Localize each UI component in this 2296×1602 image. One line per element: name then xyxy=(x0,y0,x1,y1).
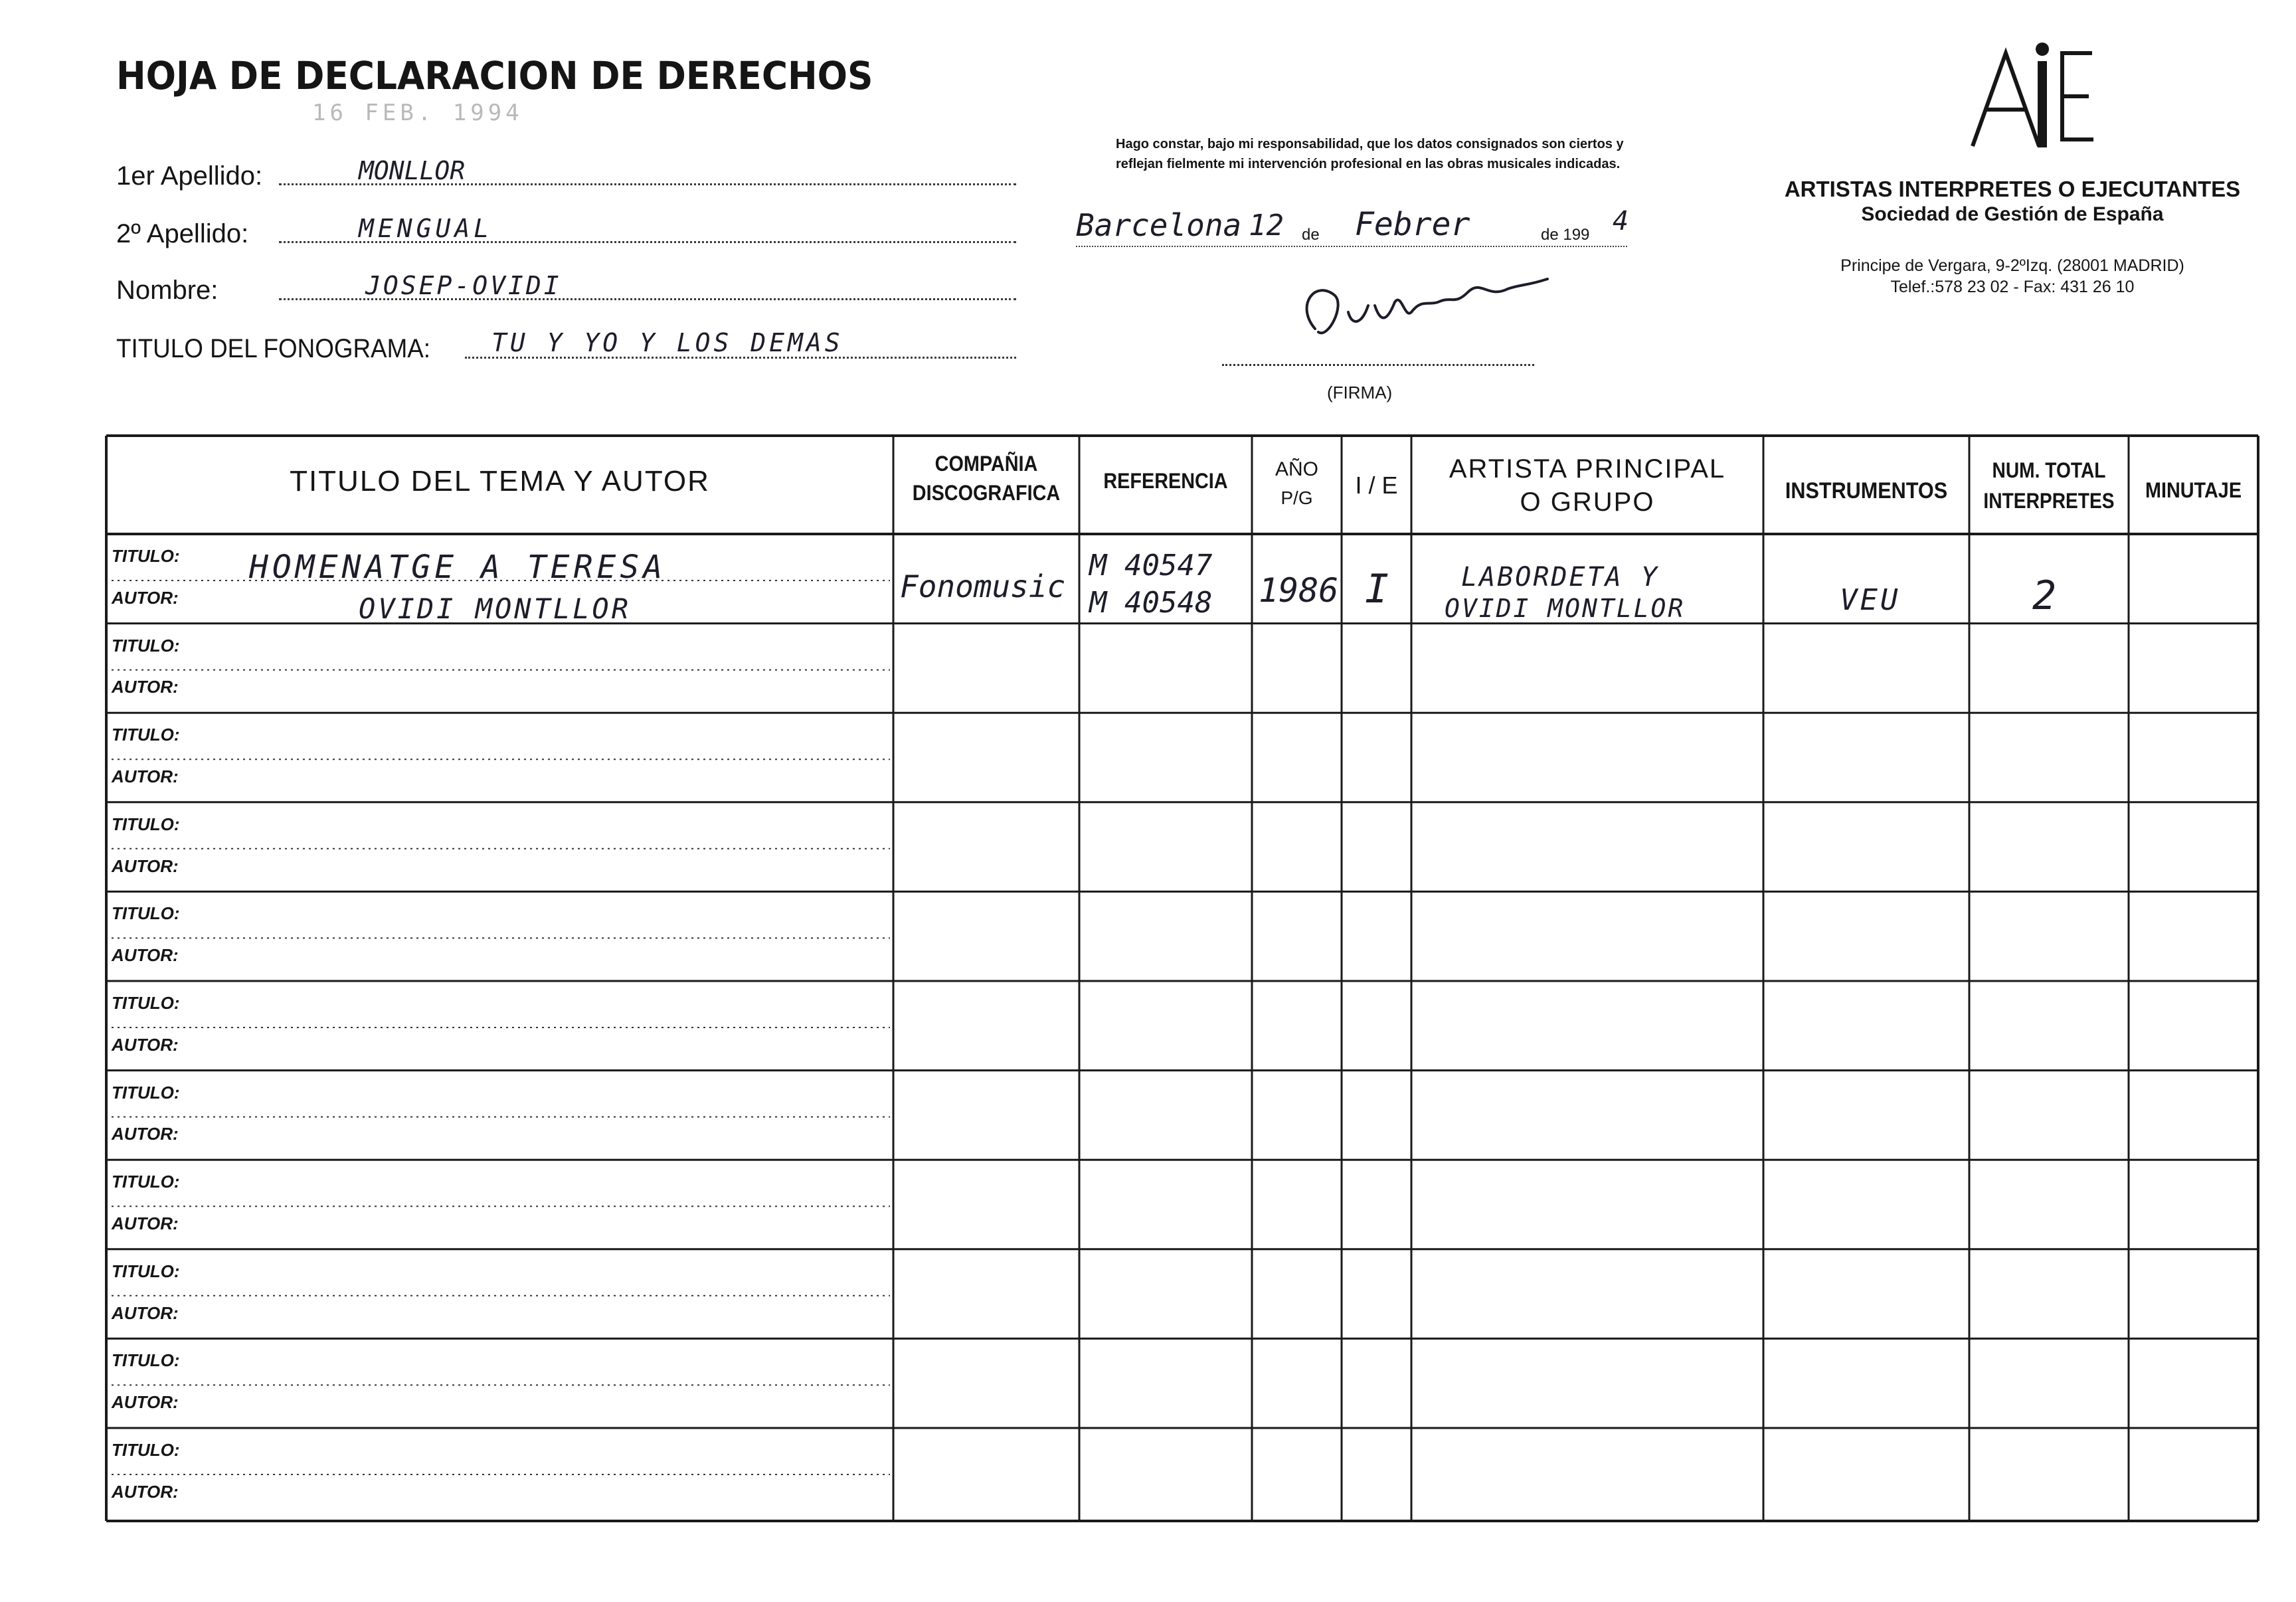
header-instrumentos: INSTRUMENTOS xyxy=(1785,478,1948,503)
declaration-year-label: de 199 xyxy=(1541,226,1590,244)
row-10-autor-label: AUTOR: xyxy=(112,1392,179,1413)
firma-label: (FIRMA) xyxy=(1327,383,1393,402)
header-ano-2: P/G xyxy=(1280,488,1313,508)
declaration-year-digit[interactable]: 4 xyxy=(1613,206,1629,236)
nombre-label: Nombre: xyxy=(116,276,219,305)
entry-instrumentos[interactable]: VEU xyxy=(1840,583,1901,617)
declaration-de-label: de xyxy=(1302,226,1320,244)
apellido1-label: 1er Apellido: xyxy=(116,161,263,191)
row-11-titulo-label: TITULO: xyxy=(112,1440,180,1460)
organization-subtitle: Sociedad de Gestión de España xyxy=(1861,203,2164,225)
row-9-autor-label: AUTOR: xyxy=(112,1302,179,1323)
organization-address: Principe de Vergara, 9-2ºIzq. (28001 MADRID) xyxy=(1840,256,2184,275)
apellido2-value[interactable]: MENGUAL xyxy=(359,214,493,243)
entry-ano[interactable]: 1986 xyxy=(1259,571,1339,610)
row-4-titulo-label: TITULO: xyxy=(112,814,180,834)
header-num-2: INTERPRETES xyxy=(1983,489,2115,513)
header-compania-1: COMPAÑIA xyxy=(934,452,1038,476)
nombre-value[interactable]: JOSEP-OVIDI xyxy=(365,271,562,300)
apellido2-label: 2º Apellido: xyxy=(116,219,249,248)
declaration-place[interactable]: Barcelona xyxy=(1076,207,1242,243)
header-ano-1: AÑO xyxy=(1275,458,1318,480)
row-7-autor-label: AUTOR: xyxy=(112,1124,179,1144)
row-5-autor-label: AUTOR: xyxy=(112,945,179,966)
row-10-titulo-label: TITULO: xyxy=(112,1350,180,1371)
row-8-autor-label: AUTOR: xyxy=(112,1213,179,1233)
row-6-autor-label: AUTOR: xyxy=(112,1034,179,1055)
titulo-fonograma-label: TITULO DEL FONOGRAMA: xyxy=(116,334,430,363)
entry-referencia-2[interactable]: M 40548 xyxy=(1089,586,1213,620)
organization-phone: Telef.:578 23 02 - Fax: 431 26 10 xyxy=(1890,278,2135,296)
entry-compania[interactable]: Fonomusic xyxy=(900,569,1066,604)
header-artista-1: ARTISTA PRINCIPAL xyxy=(1449,454,1726,484)
row-2-autor-label: AUTOR: xyxy=(112,677,179,697)
header-titulo-autor: TITULO DEL TEMA Y AUTOR xyxy=(290,465,710,497)
date-stamp: 16 FEB. 1994 xyxy=(312,100,523,126)
header-ie: I / E xyxy=(1355,472,1398,499)
row-4-autor-label: AUTOR: xyxy=(112,855,179,876)
row-1-titulo-label: TITULO: xyxy=(112,546,180,566)
header-num-1: NUM. TOTAL xyxy=(1992,458,2106,482)
row-3-autor-label: AUTOR: xyxy=(112,766,179,786)
declaration-month[interactable]: Febrer xyxy=(1355,206,1470,243)
entry-ie[interactable]: I xyxy=(1365,566,1389,612)
entry-num-interpretes[interactable]: 2 xyxy=(2032,573,2057,619)
header-minutaje: MINUTAJE xyxy=(2145,478,2242,502)
header-artista-2: O GRUPO xyxy=(1520,488,1655,517)
titulo-fonograma-value[interactable]: TU Y YO Y LOS DEMAS xyxy=(491,328,843,357)
declaration-day[interactable]: 12 xyxy=(1249,209,1284,242)
row-9-titulo-label: TITULO: xyxy=(112,1261,180,1281)
row-11-autor-label: AUTOR: xyxy=(112,1481,179,1502)
entry-titulo[interactable]: HOMENATGE A TERESA xyxy=(249,549,667,586)
row-2-titulo-label: TITULO: xyxy=(112,635,180,656)
page-title: HOJA DE DECLARACION DE DERECHOS xyxy=(116,53,873,98)
apellido1-value[interactable]: MONLLOR xyxy=(359,156,466,185)
entry-artista-2[interactable]: OVIDI MONTLLOR xyxy=(1445,594,1686,623)
declaration-text: Hago constar, bajo mi responsabilidad, que los datos consignados son ciertos y reflejan fielmente mi intervención profesional en las obras musicales indicadas. xyxy=(1116,137,1624,171)
row-8-titulo-label: TITULO: xyxy=(112,1172,180,1192)
entry-referencia-1[interactable]: M 40547 xyxy=(1089,549,1213,582)
header-referencia: REFERENCIA xyxy=(1103,469,1228,493)
row-1-autor-label: AUTOR: xyxy=(112,587,179,608)
row-3-titulo-label: TITULO: xyxy=(112,725,180,745)
row-6-titulo-label: TITULO: xyxy=(112,993,180,1013)
row-5-titulo-label: TITULO: xyxy=(112,903,180,924)
entry-autor[interactable]: OVIDI MONTLLOR xyxy=(359,592,632,625)
entry-artista-1[interactable]: LABORDETA Y xyxy=(1461,562,1659,592)
organization-name: ARTISTAS INTERPRETES O EJECUTANTES xyxy=(1784,177,2241,201)
row-7-titulo-label: TITULO: xyxy=(112,1082,180,1103)
header-compania-2: DISCOGRAFICA xyxy=(912,481,1061,505)
